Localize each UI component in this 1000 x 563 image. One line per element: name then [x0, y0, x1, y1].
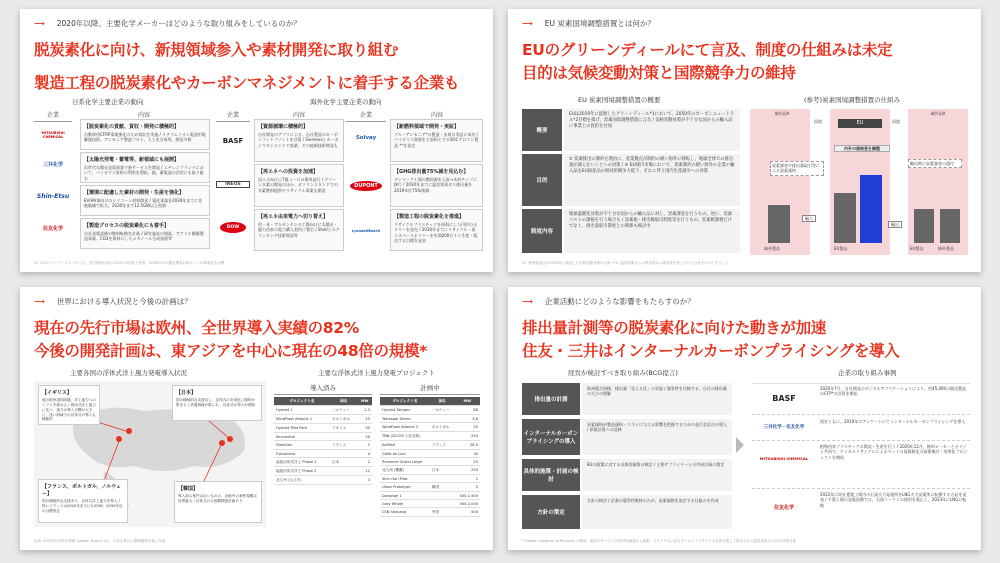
- company-logo: 住友化学: [42, 226, 63, 232]
- content-box: 【環境に配慮した素材の開発・生産を強化】 EV/HV車向けのシリコーン材料開発 / 電化事業を2030年までに先進地域で拡大、2030年まで12.5GW以上投資: [80, 185, 210, 216]
- row-label: 概要: [522, 109, 562, 151]
- capacity-mw: 500: [455, 508, 480, 517]
- col-header-content: 内容: [392, 110, 482, 122]
- headline: 現在の先行市場は欧州、全世界導入実績の82%: [34, 319, 360, 337]
- table-row: [274, 406, 372, 415]
- footnote: *1: CO2フリーアンモニアのうち、化石燃料由来のCO2は未回収で貯留、2030年の行動目標量100万トンの事業化を目標: [34, 261, 225, 265]
- row-content: ① 炭素排出の制約を理由に、産業拠点が制約の緩い海外に移転し、地球全体での排出量が減らないことへの対策 / ② EU域内市場において、炭素制約の緩い海外の企業の輸入品をEU国産品の相対的競争力低下、それに伴う国内生産減少への対策: [564, 154, 740, 206]
- project-name: Shin-Gori Pilot: [380, 475, 430, 483]
- capacity-mw: 2: [357, 441, 372, 450]
- content-box: 【資源循環に積極的】 自社開発のアプリによる、自社製品のカーボンフットプリントを計算 / Siemensとカーボンマネジメントで協業、その他新技術開発も: [254, 119, 344, 162]
- country: ノルウェー: [430, 406, 455, 415]
- slide-eu-cbam[interactable]: [508, 9, 981, 272]
- company-logo: 三井化学: [42, 162, 63, 168]
- capacity-mw: 12: [357, 467, 372, 476]
- col-header: MW: [455, 397, 480, 406]
- country: ノルウェー: [330, 406, 358, 415]
- table-row: [380, 423, 480, 432]
- table-row: [380, 441, 480, 450]
- headline: 排出量計測等の脱炭素化に向けた動きが加速: [522, 319, 827, 337]
- footnote: 出所: 2020年7月時点情報 Carbon Trustのほか、日本企業の公開情報等を基に作成: [34, 539, 166, 543]
- bar-label: EU製品: [834, 246, 848, 251]
- col-header-content: 内容: [80, 110, 208, 122]
- bar: [914, 209, 934, 243]
- world-map: [34, 381, 266, 527]
- adjust-label: 内外の価格差を調整: [834, 145, 890, 152]
- bar-label: 域外製品: [938, 246, 954, 251]
- table-row: [380, 475, 480, 483]
- col-header: 国名: [430, 397, 455, 406]
- slide-question: ⟶ 2020年以降、主要化学メーカーはどのような取り組みをしているのか？: [34, 19, 301, 28]
- table-row: [380, 500, 480, 508]
- col-header: MW: [357, 397, 372, 406]
- project-name: Hywind Pilot Park: [274, 424, 330, 433]
- content-box: 【再エネ由来電力へ切り替え】 伯・米・アルゼンチンの工場向けに太陽光・風力由来の電力購入契約に署名 / Shellとのクラッキング技術開発等: [254, 209, 344, 251]
- table-row: [380, 508, 480, 517]
- row-label: インターナルカーボンプライシングの導入: [522, 419, 580, 455]
- content-box: 【脱炭素化の貢献、買収・開発に積極的】 自動車用CFRP事業強化のため買収を実施 / リチウムイオン電池用電解液技術、アンモニア製造プロト、人工光合成等、開発多数: [80, 119, 210, 150]
- case-list: [752, 383, 970, 532]
- capacity-mw: 3.6: [455, 415, 480, 423]
- section-title: 経営が検討すべき取り組み(BCG提言): [568, 369, 678, 377]
- headline: EUのグリーンディールにて言及、制度の仕組みは未定: [522, 41, 893, 59]
- mechanism-diagram: [750, 109, 968, 255]
- table-row: [380, 483, 480, 492]
- company-logo: MITSUBISHI CHEMICAL: [41, 131, 65, 139]
- table-title-planned: 計画中: [380, 383, 480, 395]
- border-label: 国境: [814, 119, 822, 124]
- table-row: [274, 450, 372, 458]
- company-logo: 三井化学・住友化学: [763, 425, 805, 430]
- company-logo: DOW: [220, 222, 246, 233]
- row-label: 排出量の計測: [522, 383, 580, 415]
- row-content: 炭素価格が製品価格・コストに与える影響を把握するための並行会計法の導入 / 原価計算への反映: [582, 419, 732, 455]
- map-note: 【日本】 国の積極的な支援なし、浮体式の実用化に期待が集まる / 設置海域が限られ、浮体式の導入が期待: [172, 385, 262, 421]
- slide-floating-wind[interactable]: [20, 287, 493, 550]
- capacity-mw: 88: [455, 406, 480, 415]
- country: フランス: [430, 441, 455, 450]
- company-logo: INEOS: [216, 181, 250, 188]
- capacity-mw: 250: [455, 432, 480, 441]
- slide-question: ⟶ 世界における導入状況と今後の計画は？: [34, 297, 192, 306]
- map-note: 【イギリス】 他の欧州諸国同様、洋上風力へのシフトを進める / 着床式洋上風力に比べ、風力の導入目標が大きい、浅い海域での浮体式の導入も積極的: [38, 385, 100, 425]
- chevron-right-icon: [736, 437, 744, 453]
- country: [430, 475, 455, 483]
- capacity-mw: 30: [357, 424, 372, 433]
- capacity-mw: 250: [455, 466, 480, 475]
- map-note: 【フランス、ポルトガル、ノルウェー】 国の積極的な支援あり、浮体式洋上風力を導入 / 特にフランスは2020年までに5.2GW、2030年迄の目標設定: [38, 479, 128, 523]
- project-name: Fukushima: [274, 450, 330, 458]
- project-name: Donghae 1: [380, 492, 430, 500]
- country: [330, 467, 358, 476]
- arrow-icon: ⟶: [34, 19, 45, 28]
- section-title: 企業の取り組み事例: [838, 369, 897, 377]
- project-name: 福島浮体式洋上 Phase 2: [274, 467, 330, 476]
- col-header-content: 内容: [256, 110, 342, 122]
- table-title-installed: 導入済み: [274, 383, 372, 395]
- arrow-icon: ⟶: [522, 19, 533, 28]
- table-row: [380, 466, 480, 475]
- country: 中国: [430, 508, 455, 517]
- row-label: 制度内容: [522, 209, 562, 253]
- project-name: Tetraspar Demo: [380, 415, 430, 423]
- content-box: 【製造プロセスの脱炭素化にも着手】 自社発電設備の燃料転換を計画 / 研究施設の開設、アクリル樹脂製造事業、CO2を原料にしたメタノール合成技術等: [80, 218, 210, 249]
- footnote: * Carbon Footprint of Products の略称、製品やサービスの原材料調達から廃棄・リサイクルに至るまでのライフサイクル全体を通して排出される温室効果ガスのCO2相当量: [522, 539, 796, 543]
- slide-question: ⟶ 企業活動にどのような影響をもたらすのか？: [522, 297, 695, 306]
- section-title: 主要各国の浮体式洋上風力発電導入状況: [70, 369, 187, 377]
- project-name: Ulsan Prototype: [380, 483, 430, 492]
- capacity-mw: 25: [455, 458, 480, 466]
- content-box: 【製造工程の脱炭素化を推進】 リサイクルプラスチックを原料にした円形のポリマーを発売 / 2030年までにリサイクル・再エネベースポリマーを年間200万トン生産・販売する目標を発表: [390, 209, 483, 251]
- project-name: 北九州 (響灘): [380, 466, 430, 475]
- bar-label: 域外製品: [764, 246, 780, 251]
- project-name: Hywind Tampen: [380, 406, 430, 415]
- annotation: 炭素課金や排出量取引等による炭素価格: [770, 161, 824, 176]
- section-title: 海外化学主要企業の動向: [310, 98, 382, 106]
- project-name: 北九州 (ひびき): [274, 476, 330, 485]
- capacity-mw: 1: [455, 475, 480, 483]
- capacity-mw: 3: [357, 476, 372, 485]
- arrow-icon: ⟶: [522, 297, 533, 306]
- table-row: [380, 415, 480, 423]
- bar-label: EU製品: [910, 246, 924, 251]
- case-text: 2022年に同社愛媛工場内の石炭火力発電所をLNG火力発電所に転換する方針を発表 / 千葉工場の発電設備では、石油コークスの使用を廃止し、2023年にLNGに転換: [820, 492, 967, 508]
- country: [430, 450, 455, 458]
- bar: [768, 205, 790, 243]
- row-label: 具体的施策・計画の検討: [522, 459, 580, 491]
- capacity-mw: 25: [357, 415, 372, 424]
- section-title: (参考)炭素国境調整措置の仕組み: [804, 96, 901, 104]
- border-label: 国境: [892, 119, 900, 124]
- table-row: [274, 467, 372, 476]
- headline: 目的は気候変動対策と国際競争力の維持: [522, 64, 796, 82]
- col-header-company: 企業: [346, 110, 386, 122]
- annotation: 輸出時に炭素課金の還付: [908, 159, 962, 168]
- capacity-mw: 2.3: [357, 406, 372, 415]
- project-name: Hywind 1: [274, 406, 330, 415]
- company-logo: BASF: [222, 137, 244, 145]
- table-row: [380, 406, 480, 415]
- bar: [860, 175, 882, 243]
- country: 韓国: [430, 483, 455, 492]
- col-header: プロジェクト名: [274, 397, 330, 406]
- country: 日本: [430, 466, 455, 475]
- company-logo: Solvay: [355, 135, 377, 141]
- table-row: [274, 476, 372, 485]
- capacity-mw: 28.5: [455, 441, 480, 450]
- table-row: [274, 424, 372, 433]
- project-name: TBN (2022年入札対象): [380, 432, 430, 441]
- headline: 脱炭素化に向け、新規領域参入や素材開発に取り組む: [34, 41, 399, 59]
- project-name: FloatGen: [274, 441, 330, 450]
- row-content: EUは2019年に提唱したグリーンディール*1において、2050年のカーボンニュートラル*2目標を掲げ、炭素国境調整措置に言及 / 気候変動対策が不十分な国からの輸入品に事業上の負担を付加: [564, 109, 740, 151]
- slide-chemical-companies[interactable]: [20, 9, 493, 272]
- table-row: [380, 432, 480, 441]
- installed-table: [274, 397, 372, 485]
- headline: 住友・三井はインターナルカーボンプライシングを導入: [522, 342, 900, 360]
- row-content: 地球温暖化対策が不十分な国からの輸入品に対し、炭素課金を行うもの。逆に、炭素コストの課税を行う場合も / 炭素税・排出権取引制度等を行うもの。炭素税課税だけでなく、排出量取引制度との関係も検討中: [564, 209, 740, 253]
- company-logo: 住友化学: [773, 505, 794, 511]
- project-name: EolMed: [380, 441, 430, 450]
- flow-label: 輸出: [888, 221, 902, 228]
- company-logo: BASF: [772, 394, 796, 403]
- region-label: 域外国A: [774, 111, 790, 116]
- row-label: 方針の策定: [522, 495, 580, 529]
- case-text: 2020年7月、自社開発のデジタルアプリケーションにより、約45,000の販売製品のCFP*の計算を開始: [820, 386, 967, 397]
- table-row: [380, 458, 480, 466]
- row-content: 方針の検討 / 企業の競争性維持のため、炭素価格を設定する仕組みを作成: [582, 495, 732, 529]
- content-box: 【太陽光発電・蓄電等、新領域にも展開】 次世代太陽光発電事業で新サービスを開発 / エチレンプラントにおいて、バイオマス原料の利用を開始、他、蓄電池の活用にも取り組む: [80, 152, 210, 183]
- company-logo: DUPONT: [350, 181, 382, 191]
- country: [430, 458, 455, 466]
- country: イギリス: [330, 424, 358, 433]
- row-label: 目的: [522, 154, 562, 206]
- flow-label: 輸入: [802, 215, 816, 222]
- country: [430, 500, 455, 508]
- capacity-mw: 500-2,000: [455, 500, 480, 508]
- country: [330, 433, 358, 441]
- company-logo: MITSUBISHI CHEMICAL: [759, 456, 809, 461]
- col-header-company: 企業: [216, 110, 250, 122]
- country: [430, 432, 455, 441]
- table-row: [274, 441, 372, 450]
- col-header: 国名: [330, 397, 358, 406]
- project-name: 福島浮体式洋上 Phase 1: [274, 458, 330, 467]
- row-content: EUの政策に対する具体的施策の検討 / 主要サプライヤーとの共同計画の策定: [582, 459, 732, 491]
- row-content: 欧州競合同様、排出量「見える化」の実現 / 競争性を比較する、自社の排出量の大小の理解: [582, 383, 732, 415]
- arrow-icon: ⟶: [34, 297, 45, 306]
- case-text: 植物由来プラスチックの開発・生産を行う / 2020年12月、飲料メーカーとオリジと共同で、ケミカルリサイクルによるペットの再資源化の技術検討・実用化プロジェクトを開始: [820, 444, 968, 460]
- country: [430, 415, 455, 423]
- company-logo: LyondellBasell: [351, 229, 381, 233]
- map-note: 【韓国】 導入済み案件はないものの、計画中の案件規模は世界最大 / 浮体式の大規模開発計画あり: [174, 481, 262, 523]
- content-box: 【再エネへの投資を加速】 再エネ向けに7億ユーロの債券発行 / グリーン水素の開発のほか、ガソリンスタンドでの水素燃料提供やリサイクル事業も開発: [254, 164, 344, 207]
- headline: 今後の開発計画は、東アジアを中心に現在の48倍の規模*: [34, 342, 427, 360]
- capacity-mw: 25: [455, 423, 480, 432]
- table-row: [274, 433, 372, 441]
- project-name: Provence Grand Large: [380, 458, 430, 466]
- country: ポルトガル: [430, 423, 455, 432]
- table-row: [274, 415, 372, 424]
- project-name: WindFloat Atlantic 1: [274, 415, 330, 424]
- country: フランス: [330, 441, 358, 450]
- project-name: WindFloat Atlantic 2: [380, 423, 430, 432]
- section-title: EU 炭素国境調整措置の概要: [578, 96, 661, 104]
- planned-table: [380, 397, 480, 517]
- country: [330, 476, 358, 485]
- capacity-mw: 5: [455, 483, 480, 492]
- country: 日本: [330, 458, 358, 467]
- slide-business-impact[interactable]: [508, 287, 981, 550]
- capacity-mw: 50: [357, 433, 372, 441]
- project-name: CSN Seoyang: [380, 508, 430, 517]
- col-header: プロジェクト名: [380, 397, 430, 406]
- headline: 製造工程の脱炭素化やカーボンマネジメントに着手する企業も: [34, 74, 460, 92]
- table-row: [274, 458, 372, 467]
- col-header-company: 企業: [34, 110, 72, 122]
- project-name: Kincardine: [274, 433, 330, 441]
- section-title: 日系化学主要企業の動向: [72, 98, 144, 106]
- section-title: 主要な浮体式洋上風力発電プロジェクト: [318, 369, 435, 377]
- region-label: EU: [838, 119, 882, 128]
- capacity-mw: 30: [455, 450, 480, 458]
- capacity-mw: 2: [357, 458, 372, 467]
- table-row: [380, 492, 480, 500]
- project-name: Gray Whale: [380, 500, 430, 508]
- content-box: 【新燃料領域で開発・実証】 ブルーアンモニア*の製造・出荷の実証に成功 / バイオマス資源を主原料とするSOCアロウン製品 **を発売: [390, 119, 483, 162]
- footnote: *1: 欧州委員会が2019年に発表した気候変動対策の方針 / *2: 温室効果ガスの排出量から吸収量を差し引いた合計をゼロにすること: [522, 261, 729, 265]
- company-logo: Shin-Etsu: [36, 193, 70, 200]
- region-label: 域外国A: [930, 111, 946, 116]
- content-box: 【GHG排出量75%減を見込む】 デンマーク工場の燃料源を石炭→木材チップに移行 / 2030年までに温室効果ガス排出量を2019年比75%削減: [390, 164, 483, 207]
- country: [330, 450, 358, 458]
- project-name: Golfe du Lion: [380, 450, 430, 458]
- bar: [940, 209, 960, 243]
- country: [430, 492, 455, 500]
- case-text: 両社ともに、2019年のアンケートにてインターナルカーボンプライシングを導入: [820, 419, 966, 424]
- capacity-mw: 4: [357, 450, 372, 458]
- bar: [834, 193, 856, 243]
- table-row: [380, 450, 480, 458]
- slide-question: ⟶ EU 炭素国境調整措置とは何か？: [522, 19, 655, 28]
- capacity-mw: 500-1,500: [455, 492, 480, 500]
- country: ポルトガル: [330, 415, 358, 424]
